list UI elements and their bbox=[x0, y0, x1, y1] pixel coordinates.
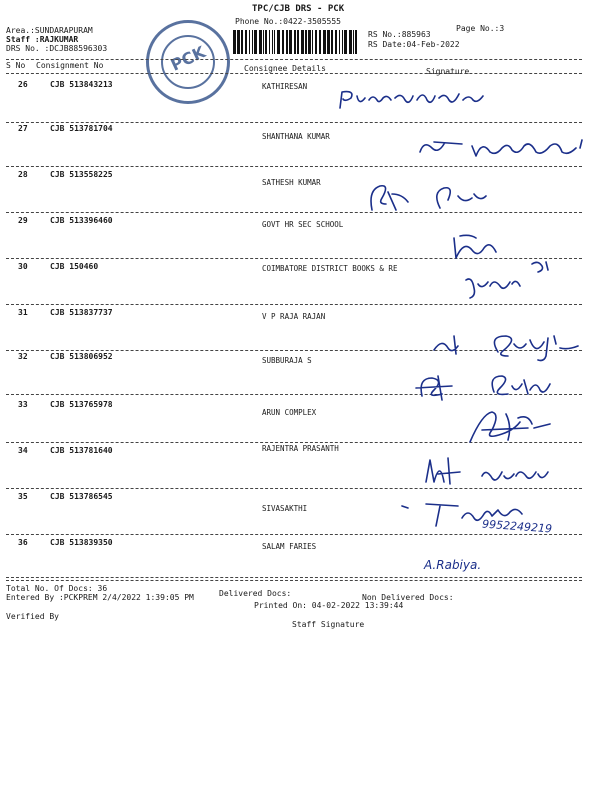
row-sno: 36 bbox=[18, 538, 28, 547]
signature-row-26 bbox=[335, 86, 495, 116]
handwritten-name: A.Rabiya. bbox=[424, 558, 482, 572]
row-divider bbox=[6, 166, 582, 167]
row-sno: 29 bbox=[18, 216, 28, 225]
row-consignment-no: CJB 513558225 bbox=[50, 170, 113, 179]
row-consignee: COIMBATORE DISTRICT BOOKS & RE bbox=[262, 264, 398, 273]
row-sno: 28 bbox=[18, 170, 28, 179]
signature-row-28 bbox=[362, 180, 492, 216]
page-number: Page No.:3 bbox=[456, 24, 505, 33]
printed-on: Printed On: 04-02-2022 13:39:44 bbox=[254, 601, 404, 610]
row-sno: 33 bbox=[18, 400, 28, 409]
footer-divider bbox=[6, 577, 582, 578]
row-sno: 27 bbox=[18, 124, 28, 133]
row-divider bbox=[6, 258, 582, 259]
row-divider bbox=[6, 350, 582, 351]
row-consignee: SIVASAKTHI bbox=[262, 504, 308, 513]
row-consignee: GOVT HR SEC SCHOOL bbox=[262, 220, 344, 229]
row-divider bbox=[6, 534, 582, 535]
document-title: TPC/CJB DRS - PCK bbox=[252, 4, 345, 14]
divider bbox=[6, 73, 582, 74]
row-consignment-no: CJB 513843213 bbox=[50, 80, 113, 89]
signature-row-34 bbox=[420, 452, 560, 492]
col-sno: S No bbox=[6, 61, 26, 70]
signature-row-29 bbox=[446, 232, 506, 266]
row-consignee: SALAM FARIES bbox=[262, 542, 317, 551]
rs-number: RS No.:885963 bbox=[368, 30, 431, 39]
staff-label: Staff :RAJKUMAR bbox=[6, 35, 79, 44]
divider bbox=[6, 59, 582, 60]
drs-number: DRS No. :DCJB88596303 bbox=[6, 44, 108, 53]
row-consignment-no: CJB 513786545 bbox=[50, 492, 113, 501]
row-consignment-no: CJB 513839350 bbox=[50, 538, 113, 547]
pck-stamp bbox=[146, 20, 230, 104]
row-sno: 35 bbox=[18, 492, 28, 501]
signature-row-27 bbox=[412, 134, 592, 164]
row-sno: 26 bbox=[18, 80, 28, 89]
row-divider bbox=[6, 212, 582, 213]
signature-row-31 bbox=[428, 328, 588, 364]
row-divider bbox=[6, 580, 582, 581]
row-consignment-no: CJB 150460 bbox=[50, 262, 99, 271]
delivered-docs: Delivered Docs: bbox=[219, 589, 292, 598]
row-consignee: RAJENTRA PRASANTH bbox=[262, 444, 339, 453]
col-consignee: Consignee Details bbox=[244, 64, 326, 73]
row-consignment-no: CJB 513765978 bbox=[50, 400, 113, 409]
row-sno: 31 bbox=[18, 308, 28, 317]
barcode bbox=[233, 30, 361, 54]
rs-date: RS Date:04-Feb-2022 bbox=[368, 40, 460, 49]
row-consignment-no: CJB 513837737 bbox=[50, 308, 113, 317]
total-docs: Total No. Of Docs: 36 bbox=[6, 584, 108, 593]
stamp-text: PCK bbox=[167, 42, 209, 75]
handwritten-phone: 9952249219 bbox=[481, 517, 553, 536]
row-consignee: ARUN COMPLEX bbox=[262, 408, 317, 417]
signature-row-30 bbox=[458, 258, 568, 302]
row-consignee: KATHIRESAN bbox=[262, 82, 308, 91]
area-label: Area.:SUNDARAPURAM bbox=[6, 26, 93, 35]
row-sno: 30 bbox=[18, 262, 28, 271]
row-consignment-no: CJB 513396460 bbox=[50, 216, 113, 225]
phone-number: Phone No.:0422-3505555 bbox=[235, 17, 341, 26]
row-sno: 34 bbox=[18, 446, 28, 455]
entered-by: Entered By :PCKPREM 2/4/2022 1:39:05 PM bbox=[6, 593, 194, 602]
row-consignee: V P RAJA RAJAN bbox=[262, 312, 326, 321]
row-sno: 32 bbox=[18, 352, 28, 361]
non-delivered-docs: Non Delivered Docs: bbox=[362, 593, 454, 602]
row-divider bbox=[6, 394, 582, 395]
row-consignee: SHANTHANA KUMAR bbox=[262, 132, 330, 141]
row-consignee: SUBBURAJA S bbox=[262, 356, 312, 365]
verified-by: Verified By bbox=[6, 612, 59, 621]
row-divider bbox=[6, 122, 582, 123]
col-signature: Signature bbox=[426, 67, 470, 76]
row-divider bbox=[6, 304, 582, 305]
staff-signature-label: Staff Signature bbox=[292, 620, 365, 629]
row-consignment-no: CJB 513781704 bbox=[50, 124, 113, 133]
row-consignment-no: CJB 513806952 bbox=[50, 352, 113, 361]
signature-row-32 bbox=[412, 370, 562, 406]
row-divider bbox=[6, 442, 582, 443]
row-consignee: SATHESH KUMAR bbox=[262, 178, 321, 187]
col-consignment: Consignment No bbox=[36, 61, 104, 70]
row-consignment-no: CJB 513781640 bbox=[50, 446, 113, 455]
row-divider bbox=[6, 488, 582, 489]
